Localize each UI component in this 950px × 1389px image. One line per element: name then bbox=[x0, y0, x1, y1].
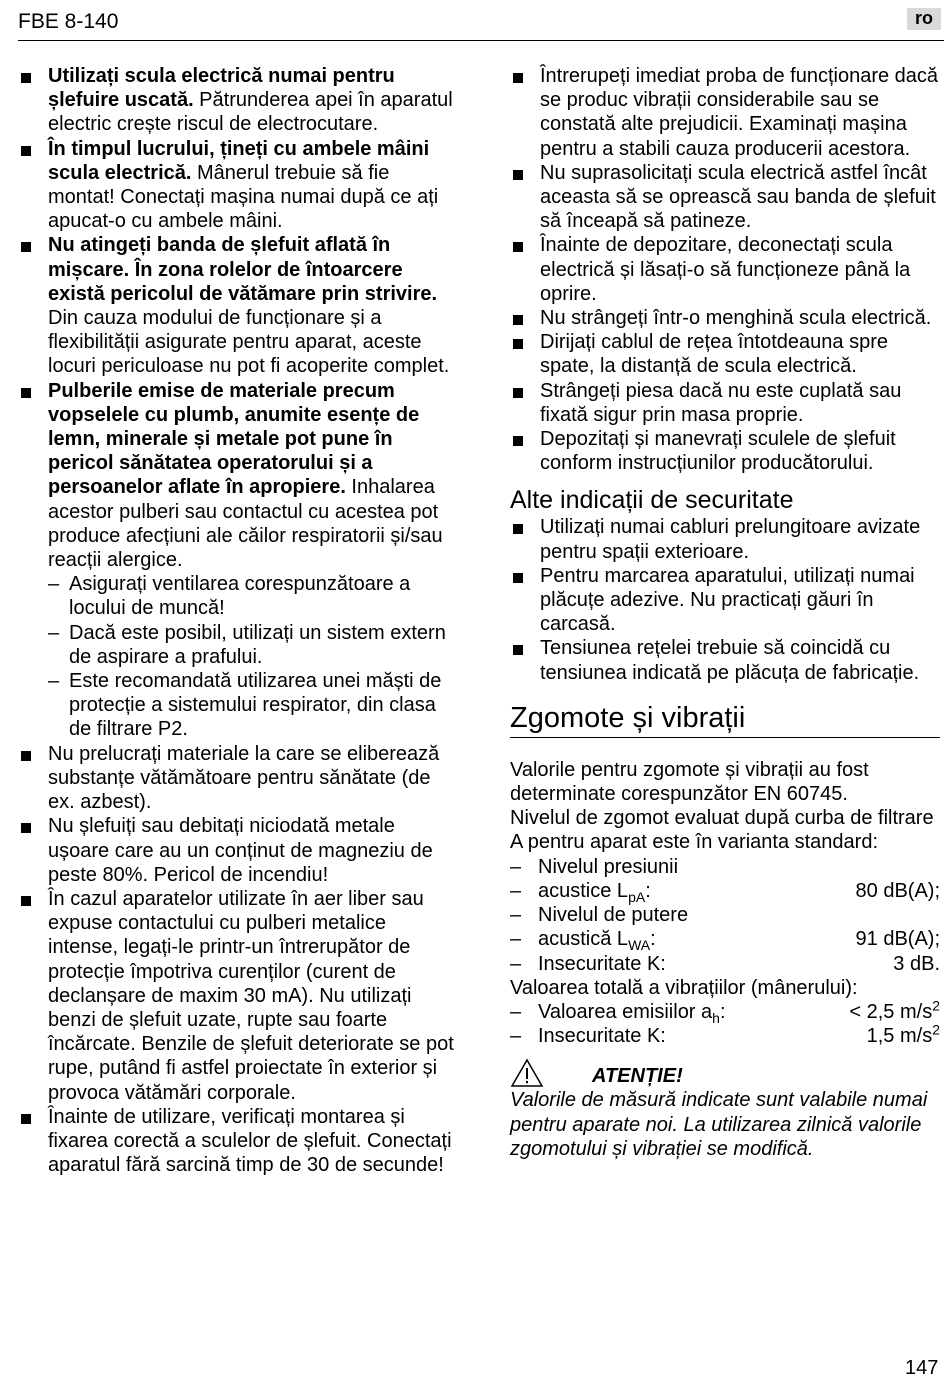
left-column bbox=[18, 64, 458, 1177]
page-number: 147 bbox=[905, 1357, 939, 1379]
item-text: Pătrunderea apei în aparatul electric crește riscul de electrocutare. bbox=[48, 89, 453, 136]
other-safety-heading: Alte indicații de securitate bbox=[510, 486, 794, 515]
uncertainty-superscript: 2 bbox=[932, 1021, 940, 1038]
warning-bold: Utilizați scula electrică numai pentru șlefuire uscată. bbox=[48, 65, 395, 112]
power-symbol-text: acustică L bbox=[538, 928, 629, 951]
noise-section-heading: Zgomote și vibrații bbox=[510, 701, 940, 738]
noise-intro: Valorile pentru zgomote și vibrații au fost determinate corespunzător EN 60745. bbox=[510, 758, 869, 806]
uncertainty-label: – Insecuritate K: bbox=[538, 1025, 666, 1048]
list-item bbox=[18, 814, 458, 887]
uncertainty-value bbox=[866, 1021, 940, 1048]
dash-item: – Dacă este posibil, utilizați un sistem extern de aspirare a prafului. bbox=[48, 621, 458, 669]
warning-bold: Pulberile emise de materiale precum vopselele cu plumb, anumite esențe de lemn, minerale și metale pot pune în pericol sănătatea operatorului și a persoanelor aflate în apropiere. bbox=[48, 379, 420, 499]
emission-label: – Valoarea emisiilor $a_h$: bbox=[538, 1000, 726, 1026]
emission-superscript: 2 bbox=[932, 997, 940, 1014]
emission-subscript: h bbox=[712, 1009, 720, 1026]
list-item bbox=[18, 379, 458, 742]
list-item: Dirijați cablul de rețea întotdeauna spre spate, la distanță de scula electrică. bbox=[510, 330, 940, 378]
item-text: Nu șlefuiți sau debitați niciodată metale ușoare care au un conținut de magneziu de peste 80%. Pericol de incendiu! bbox=[48, 815, 433, 886]
emission-value bbox=[849, 997, 940, 1024]
pressure-symbol-text: acustice L bbox=[538, 879, 629, 902]
list-item: Întrerupeți imediat proba de funcționare dacă se produc vibrații considerabile sau se constată alte prejudicii. Examinați mașina pentru a stabili cauza producerii acestora. bbox=[510, 64, 940, 161]
noise-description: Nivelul de zgomot evaluat după curba de filtrare A pentru aparat este în varianta standard: bbox=[510, 807, 934, 854]
list-item bbox=[18, 137, 458, 234]
other-safety-list bbox=[510, 515, 940, 684]
emission-value-text: < 2,5 m/s bbox=[849, 1000, 933, 1023]
warning-header bbox=[510, 1056, 940, 1088]
list-item: Utilizați numai cabluri prelungitoare avizate pentru spații exterioare. bbox=[510, 515, 940, 563]
right-column bbox=[510, 64, 940, 1161]
list-item bbox=[18, 887, 458, 1105]
list-item: Nu suprasolicitați scula electrică astfel încât aceasta să se oprească sau banda de șlefuit să înceapă să patineze. bbox=[510, 161, 940, 234]
pressure-label: – Nivelul presiunii bbox=[538, 855, 679, 878]
uncertainty-label: – Insecuritate K: bbox=[538, 952, 666, 975]
power-symbol: – acustică $L_{WA}$: bbox=[538, 928, 656, 954]
warning-text: Valorile de măsură indicate sunt valabile numai pentru aparate noi. La utilizarea zilnică valorile zgomotului și vibrației se modifică. bbox=[510, 1089, 928, 1160]
language-badge: ro bbox=[907, 8, 941, 30]
dash-item: – Asigurați ventilarea corespunzătoare a locului de muncă! bbox=[48, 572, 458, 620]
warning-title: ATENȚIE! bbox=[592, 1065, 683, 1088]
dust-measures-list bbox=[48, 572, 458, 741]
list-item bbox=[18, 233, 458, 378]
list-item: Strângeți piesa dacă nu este cuplată sau fixată sigur prin masa proprie. bbox=[510, 379, 940, 427]
list-item bbox=[18, 1105, 458, 1178]
list-item: Pentru marcarea aparatului, utilizați numai plăcuțe adezive. Nu practicați găuri în carcasă. bbox=[510, 564, 940, 637]
emission-label-text: Valoarea emisiilor a bbox=[538, 1000, 713, 1023]
pressure-subscript: pA bbox=[628, 888, 646, 905]
item-text: În cazul aparatelor utilizate în aer liber sau expuse contactului cu pulberi metalice intense, legați-le printr-un întrerupător de protecție împotriva curenților (curent de declanșare de maxim 30 mA). Nu utilizați benzi de șlefuit uzate, rupte sau foarte încărcate. Benzile de șlefuit deteriorate se pot rupe, putând fi astfel proiectate în exterior și provoca vătămări corporale. bbox=[48, 887, 454, 1104]
warning-triangle-icon bbox=[510, 1058, 544, 1088]
power-subscript: WA bbox=[628, 937, 651, 954]
pressure-value: 80 dB(A); bbox=[855, 879, 940, 902]
power-value: 91 dB(A); bbox=[855, 928, 940, 951]
dash-item: – Este recomandată utilizarea unei măști de protecție a sistemului respirator, din clasa de filtrare P2. bbox=[48, 669, 458, 742]
item-text: Înainte de utilizare, verificați montarea și fixarea corectă a sculelor de șlefuit. Conectați aparatul fără sarcină timp de 30 de secunde! bbox=[48, 1105, 452, 1177]
safety-list-right bbox=[510, 64, 940, 475]
list-item: Nu strângeți într-o menghină scula electrică. bbox=[510, 306, 940, 330]
item-text: Din cauza modului de funcționare și a flexibilității asigurate pentru aparat, aceste locuri periculoase nu pot fi acoperite complet. bbox=[48, 307, 450, 378]
warning-bold: Nu atingeți banda de șlefuit aflată în mișcare. În zona rolelor de întoarcere există pericolul de vătămare prin strivire. bbox=[48, 234, 438, 305]
list-item: Înainte de depozitare, deconectați scula electrică și lăsați-o să funcționeze până la oprire. bbox=[510, 233, 940, 306]
power-label: – Nivelul de putere bbox=[538, 904, 689, 927]
header-divider bbox=[18, 40, 944, 41]
item-text: Inhalarea acestor pulberi sau contactul cu acestea pot produce afecțiuni ale căilor respiratorii și/sau reacții alergice. bbox=[48, 476, 443, 572]
uncertainty-value-text: 1,5 m/s bbox=[866, 1025, 933, 1048]
list-item: Tensiunea rețelei trebuie să coincidă cu tensiunea indicată pe plăcuța de fabricație. bbox=[510, 636, 940, 684]
emission-row bbox=[510, 997, 940, 1026]
item-text: Nu prelucrați materiale la care se eliberează substanțe vătămătoare pentru sănătate (de ex. azbest). bbox=[48, 742, 440, 814]
uncertainty-noise-row bbox=[510, 952, 940, 976]
pressure-row-line1 bbox=[510, 855, 940, 879]
warning-box bbox=[510, 1056, 940, 1161]
item-text: Mânerul trebuie să fie montat! Conectați mașina numai după ce ați apucat-o cu ambele mâini. bbox=[48, 161, 439, 233]
uncertainty-vibration-row bbox=[510, 1021, 940, 1048]
power-row-line2 bbox=[510, 927, 940, 954]
uncertainty-value: 3 dB. bbox=[893, 952, 940, 975]
list-item bbox=[18, 742, 458, 815]
vibration-heading: Valoarea totală a vibrațiilor (mânerului): bbox=[510, 976, 858, 999]
warning-bold: În timpul lucrului, țineți cu ambele mâini scula electrică. bbox=[48, 137, 430, 184]
list-item bbox=[18, 64, 458, 137]
list-item: Depozitați și manevrați sculele de șlefuit conform instrucțiunilor producătorului. bbox=[510, 427, 940, 475]
pressure-symbol: – acustice $L_{pA}$: bbox=[538, 879, 651, 905]
pressure-row-line2 bbox=[510, 879, 940, 903]
safety-list-left bbox=[18, 64, 458, 1177]
header-model: FBE 8-140 bbox=[18, 10, 119, 33]
power-row-line1 bbox=[510, 903, 940, 927]
